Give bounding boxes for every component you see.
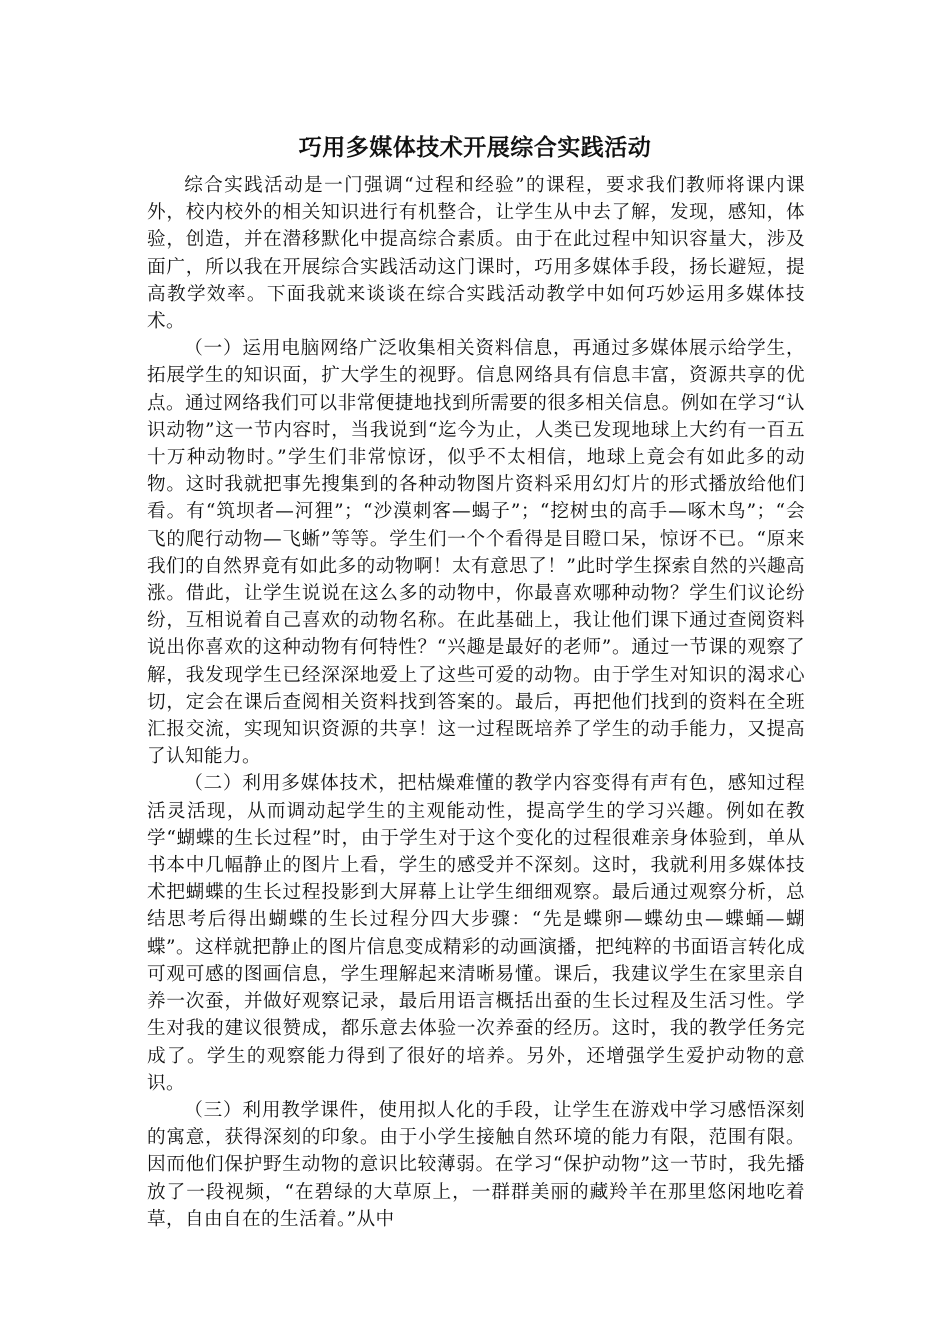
paragraph-section-2: （二）利用多媒体技术，把枯燥难懂的教学内容变得有声有色，感知过程活灵活现，从而调动起学生的主观能动性，提高学生的学习兴趣。例如在教学“蝴蝶的生长过程”时，由于学生对于这个变化的过程很难亲身体验到，单从书本中几幅静止的图片上看，学生的感受并不深刻。这时，我就利用多媒体技术把蝴蝶的生长过程投影到大屏幕上让学生细细观察。最后通过观察分析，总结思考后得出蝴蝶的生长过程分四大步骤：“先是蝶卵—蝶幼虫—蝶蛹—蝴蝶”。这样就把静止的图片信息变成精彩的动画演播，把纯粹的书面语言转化成可观可感的图画信息，学生理解起来清晰易懂。课后，我建议学生在家里亲自养一次蚕，并做好观察记录，最后用语言概括出蚕的生长过程及生活习性。学生对我的建议很赞成，都乐意去体验一次养蚕的经历。这时，我的教学任务完成了。学生的观察能力得到了很好的培养。另外，还增强学生爱护动物的意识。 [147,773,805,1094]
document-body [147,172,805,1233]
paragraph-section-3: （三）利用教学课件，使用拟人化的手段，让学生在游戏中学习感悟深刻的寓意，获得深刻的印象。由于小学生接触自然环境的能力有限，范围有限。因而他们保护野生动物的意识比较薄弱。在学习“保护动物”这一节时，我先播放了一段视频，“在碧绿的大草原上，一群群美丽的藏羚羊在那里悠闲地吃着草，自由自在的生活着。”从中 [147,1099,805,1230]
paragraph-intro: 综合实践活动是一门强调“过程和经验”的课程，要求我们教师将课内课外，校内校外的相关知识进行有机整合，让学生从中去了解，发现，感知，体验，创造，并在潜移默化中提高综合素质。由于在此过程中知识容量大，涉及面广，所以我在开展综合实践活动这门课时，巧用多媒体手段，扬长避短，提高教学效率。下面我就来谈谈在综合实践活动教学中如何巧妙运用多媒体技术。 [147,175,805,333]
paragraph-section-1: （一）运用电脑网络广泛收集相关资料信息，再通过多媒体展示给学生，拓展学生的知识面，扩大学生的视野。信息网络具有信息丰富，资源共享的优点。通过网络我们可以非常便捷地找到所需要的很多相关信息。例如在学习“认识动物”这一节内容时，当我说到“迄今为止，人类已发现地球上大约有一百五十万种动物时。”学生们非常惊讶，似乎不太相信，地球上竟会有如此多的动物。这时我就把事先搜集到的各种动物图片资料采用幻灯片的形式播放给他们看。有“筑坝者—河狸”；“沙漠刺客—蝎子”；“挖树虫的高手—啄木鸟”；“会飞的爬行动物—飞蜥”等等。学生们一个个看得是目瞪口呆，惊讶不已。“原来我们的自然界竟有如此多的动物啊！太有意思了！”此时学生探索自然的兴趣高涨。借此，让学生说说在这么多的动物中，你最喜欢哪种动物？学生们议论纷纷，互相说着自己喜欢的动物名称。在此基础上，我让他们课下通过查阅资料说出你喜欢的这种动物有何特性？“兴趣是最好的老师”。通过一节课的观察了解，我发现学生已经深深地爱上了这些可爱的动物。由于学生对知识的渴求心切，定会在课后查阅相关资料找到答案的。最后，再把他们找到的资料在全班汇报交流，实现知识资源的共享！这一过程既培养了学生的动手能力，又提高了认知能力。 [147,338,805,768]
document-title: 巧用多媒体技术开展综合实践活动 [298,135,652,161]
